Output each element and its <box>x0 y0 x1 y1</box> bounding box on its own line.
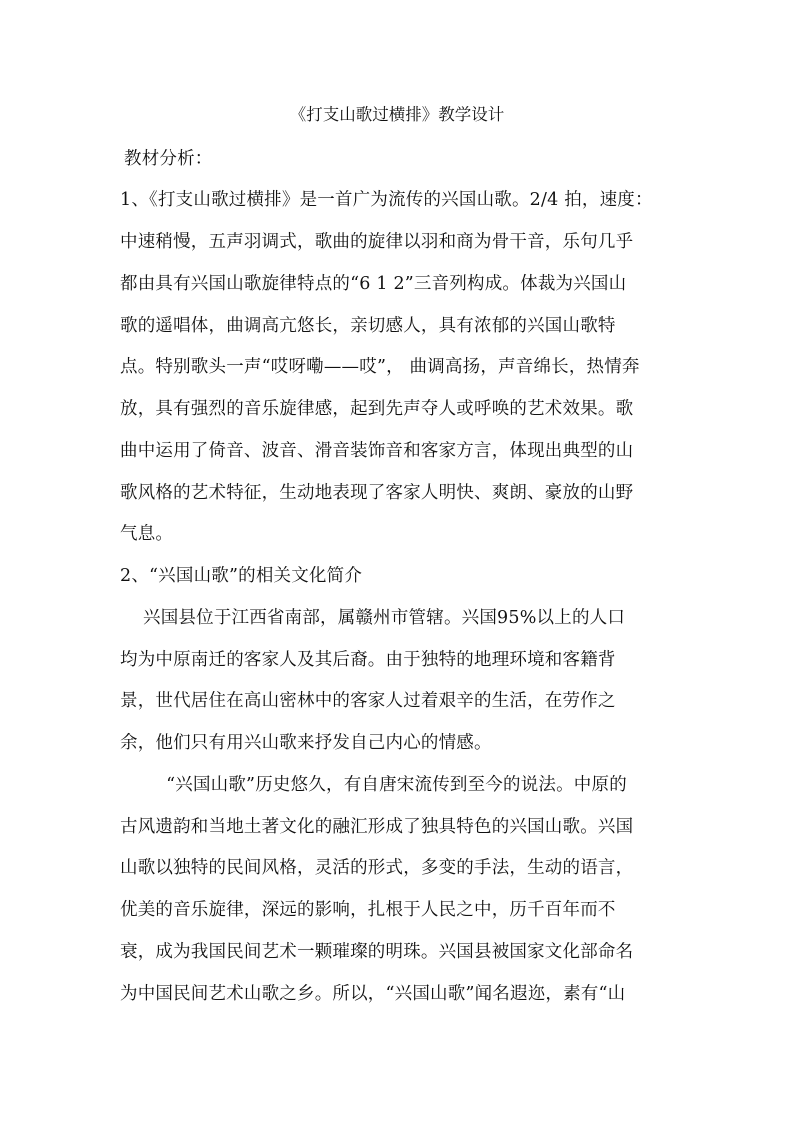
paragraph-line: 放，具有强烈的音乐旋律感，起到先声夺人或呼唤的艺术效果。歌 <box>120 399 634 419</box>
paragraph-line: 1、《打支山歌过横排》是一首广为流传的兴国山歌。2/4 拍，速度： <box>120 190 653 210</box>
paragraph-line: 曲中运用了倚音、波音、滑音装饰音和客家方言，体现出典型的山 <box>120 441 634 461</box>
paragraph-line: 景，世代居住在高山密林中的客家人过着艰辛的生活，在劳作之 <box>120 691 616 711</box>
paragraph-line: 兴国县位于江西省南部，属赣州市管辖。兴国95%以上的人口 <box>120 608 626 628</box>
paragraph-line: 山歌以独特的民间风格，灵活的形式，多变的手法，生动的语言， <box>120 858 634 878</box>
paragraph-line: 气息。 <box>120 524 174 544</box>
paragraph-line: 歌的遥唱体，曲调高亢悠长，亲切感人，具有浓郁的兴国山歌特 <box>120 316 616 336</box>
paragraph-line: 均为中原南迁的客家人及其后裔。由于独特的地理环境和客籍背 <box>120 650 616 670</box>
paragraph-line: 都由具有兴国山歌旋律特点的“6 1 2”三音列构成。体裁为兴国山 <box>120 274 627 294</box>
paragraph-line: 中速稍慢，五声羽调式，歌曲的旋律以羽和商为骨干音，乐句几乎 <box>120 232 634 252</box>
paragraph-line: 歌风格的艺术特征，生动地表现了客家人明快、爽朗、豪放的山野 <box>120 483 634 503</box>
paragraph-line: 优美的音乐旋律，深远的影响，扎根于人民之中，历千百年而不 <box>120 900 616 920</box>
paragraph-line: 古风遗韵和当地土著文化的融汇形成了独具特色的兴国山歌。兴国 <box>120 817 634 837</box>
paragraph-line: 余，他们只有用兴山歌来抒发自己内心的情感。 <box>120 733 492 753</box>
document-title: 《打支山歌过横排》教学设计 <box>289 105 505 124</box>
paragraph-line: 为中国民间艺术山歌之乡。所以，“兴国山歌”闻名遐迩，素有“山 <box>120 984 626 1004</box>
section-heading-textbook-analysis: 教材分析： <box>124 149 213 169</box>
section-heading-culture-intro: 2、“兴国山歌”的相关文化简介 <box>120 566 363 586</box>
paragraph-line: “兴国山歌”历史悠久，有自唐宋流传到至今的说法。中原的 <box>120 775 627 795</box>
paragraph-line: 衰，成为我国民间艺术一颗璀璨的明珠。兴国县被国家文化部命名 <box>120 942 634 962</box>
paragraph-line: 点。特别歌头一声“哎呀嘞——哎”， 曲调高扬，声音绵长，热情奔 <box>120 357 640 377</box>
